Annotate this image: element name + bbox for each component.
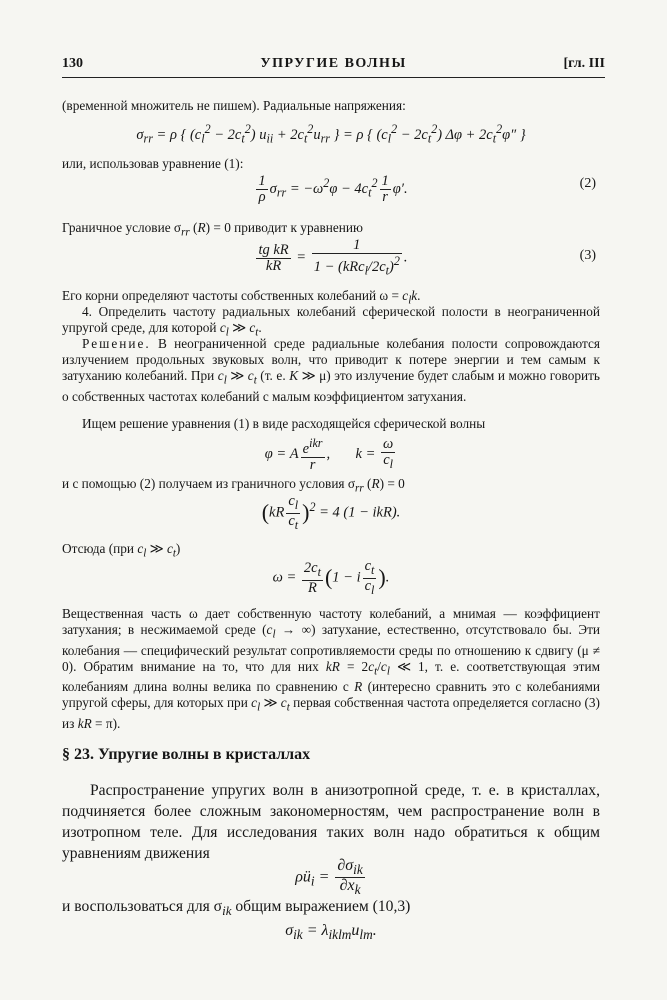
equation-omega: ω = $\frac{2c_t}{R}$ (1 − i $\frac{c_t}{c_l}$ ). <box>272 558 390 597</box>
equation-stress-tensor: $\sigma_{ik} = \lambda_{iklm}u_{lm}$. <box>285 922 377 943</box>
paragraph-text: (временной множитель не пишем). Радиальные напряжения: <box>62 98 406 113</box>
equation-number: (2) <box>579 176 596 191</box>
paragraph-text: Распространение упругих волн в анизотропной среде, т. е. в кристаллах, подчиняется более сложным закономерностям, чем распространение волн в изотропном теле. Для исследования таких волн надо обратиться к общим уравнениям движения <box>62 782 600 862</box>
page-header <box>62 56 605 78</box>
equation-sigma-rr: $\sigma_{rr} = \rho$ { $(c_l^2 - 2c_t^2) u_{ii} + 2c_t^2u_{rr}$ } = ρ { $(c_l^2 - 2c_t^2) \Delta\varphi + 2c_t^2\varphi''$ } <box>136 122 526 146</box>
chapter-marker: [гл. III <box>563 56 605 71</box>
section-paragraph <box>62 780 600 864</box>
solution-paragraph: Решение. В неограниченной среде радиальные колебания полости сопровождаются излучением продольных звуковых волн, что приводит к потере энергии и тем самым к затуханию колебаний. При $c_l$ ≫ $c_t$ (т. е. K ≫ μ) это излучение будет слабым и можно говорить о собственных частотах колебаний с малым коэффициентом затухания. <box>62 336 600 404</box>
paragraph: и с помощью (2) получаем из граничного условия $\sigma_{rr}$ (R) = 0 <box>62 476 405 495</box>
section-paragraph: и воспользоваться для $\sigma_{ik}$ общим выражением (10,3) <box>62 898 411 919</box>
paragraph: Вещественная часть ω дает собственную частоту колебаний, а мнимая — коэффициент затухания; в несжимаемой среде ($c_l$ → ∞) затухание, естественно, отсутствовало бы. Эти колебания — специфический результат сопротивляемости среды по отношению к сдвигу (μ ≠ 0). Обратим внимание на то, что для них kR = $2c_t/c_l$ ≪ 1, т. е. соответствующая этим колебаниям длина волны велика по сравнению с R (интересно сравнить это с колебаниями упругой сферы, для которых при $c_l$ ≫ $c_t$ первая собственная частота определяется согласно (3) из kR = π). <box>62 606 600 731</box>
problem-statement: 4. Определить частоту радиальных колебаний сферической полости в неограниченной упругой среде, для которой $c_l$ ≫ $c_t$. <box>62 304 600 339</box>
paragraph: Отсюда (при $c_l$ ≫ $c_t$) <box>62 541 181 560</box>
header-rule <box>62 77 605 78</box>
paragraph <box>62 98 600 114</box>
equation-3: $\frac{\text{tg kR}}{kR}$ = $\frac{1}{1 - (kRc_l/2c_t)^2}$ . (3) <box>258 237 596 278</box>
equation-wave: φ = A $\frac{e^{ikr}}{r}$ , k = $\frac{\omega}{c_l}$ <box>264 435 394 473</box>
paragraph-text: Ищем решение уравнения (1) в виде расходящейся сферической волны <box>82 416 486 431</box>
equation-motion: $\rho ü_i$ = $\frac{\partial\sigma_{ik}}{\partial x_k}$ <box>295 857 363 898</box>
paragraph: Его корни определяют частоты собственных колебаний $\omega = c_lk$. <box>62 288 421 307</box>
paragraph <box>62 416 600 432</box>
solution-label: Решение. <box>82 336 151 351</box>
paragraph <box>62 156 600 172</box>
equation-boundary: (kR $\frac{c_l}{c_t}$ )$^2$ = 4 (1 − ikR). <box>261 493 401 532</box>
equation-2: $\frac{1}{\rho}$ $\sigma_{rr} = -\omega^2\varphi - 4c_t^2$ $\frac{1}{r}$ φ′. (2) <box>258 173 596 205</box>
equation-number: (3) <box>579 248 596 263</box>
section-title: § 23. Упругие волны в кристаллах <box>62 746 311 763</box>
running-title: УПРУГИЕ ВОЛНЫ <box>260 56 407 71</box>
paragraph-text: или, использовав уравнение (1): <box>62 156 244 171</box>
paragraph: Граничное условие $\sigma_{rr}$ (R) = 0 приводит к уравнению <box>62 220 363 239</box>
page-number: 130 <box>62 56 83 71</box>
